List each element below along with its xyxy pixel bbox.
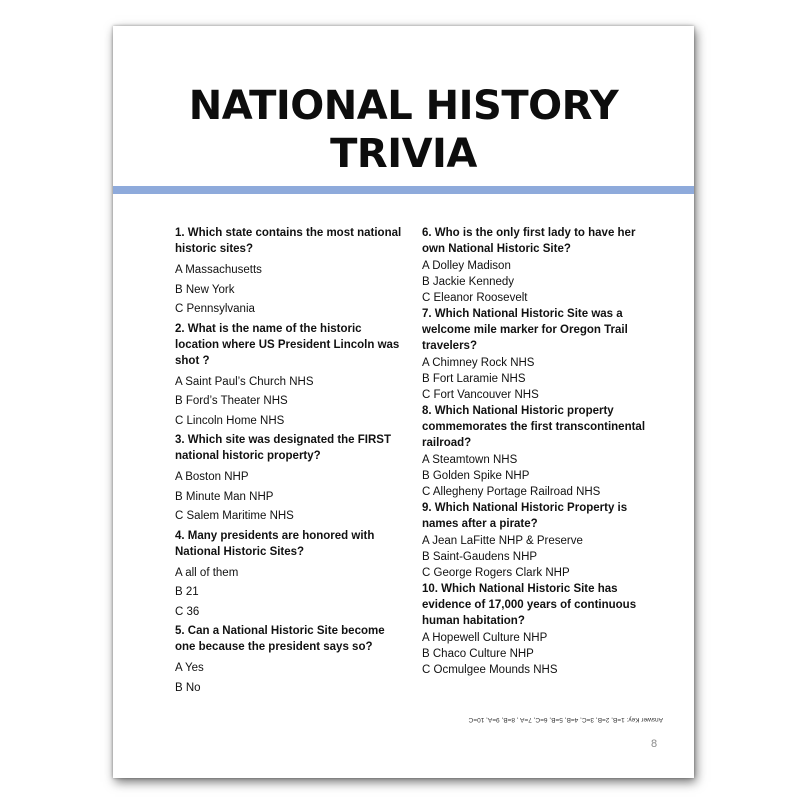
answer-option: B New York bbox=[175, 283, 235, 296]
answer-option: A Saint Paul’s Church NHS bbox=[175, 375, 314, 388]
page-number: 8 bbox=[651, 738, 658, 750]
question-text: 8. Which National Historic property commemorates the first transcontinental railroad? bbox=[422, 405, 646, 449]
answer-option: A all of them bbox=[175, 566, 239, 579]
answer-option: B 21 bbox=[175, 586, 199, 598]
answer-option: C George Rogers Clark NHP bbox=[422, 567, 570, 579]
answer-option: C Lincoln Home NHS bbox=[175, 414, 285, 427]
title-divider bbox=[113, 186, 694, 194]
answer-option: A Jean LaFitte NHP & Preserve bbox=[422, 535, 583, 547]
question-text: 10. Which National Historic Site has evidence of 17,000 years of continuous human habitation? bbox=[422, 583, 637, 627]
answer-option: C Pennsylvania bbox=[175, 303, 255, 315]
answer-option: B Fort Laramie NHS bbox=[422, 373, 526, 385]
question-text: 2. What is the name of the historic location where US President Lincoln was shot ? bbox=[175, 322, 400, 367]
answer-option: A Massachusetts bbox=[175, 264, 262, 276]
answer-option: C 36 bbox=[175, 605, 200, 618]
question-text: 1. Which state contains the most national historic sites? bbox=[175, 227, 402, 255]
answer-option: B Jackie Kennedy bbox=[422, 276, 515, 288]
answer-option: A Hopewell Culture NHP bbox=[422, 632, 548, 644]
title-line-2: TRIVIA bbox=[330, 131, 477, 177]
answer-option: A Boston NHP bbox=[175, 471, 249, 483]
answer-option: B No bbox=[175, 681, 201, 694]
question-text: 9. Which National Historic Property is names after a pirate? bbox=[422, 502, 628, 530]
answer-option: C Salem Maritime NHS bbox=[175, 510, 294, 522]
question-text: 4. Many presidents are honored with National Historic Sites? bbox=[175, 529, 375, 558]
answer-option: A Yes bbox=[175, 662, 204, 674]
answer-option: C Fort Vancouver NHS bbox=[422, 389, 539, 401]
question-text: 5. Can a National Historic Site become one because the president says so? bbox=[175, 625, 385, 653]
answer-option: B Golden Spike NHP bbox=[422, 470, 530, 482]
title-line-1: NATIONAL HISTORY bbox=[188, 83, 619, 129]
answer-option: C Eleanor Roosevelt bbox=[422, 292, 528, 304]
left-question-column bbox=[175, 225, 403, 699]
answer-option: C Allegheny Portage Railroad NHS bbox=[422, 486, 601, 498]
answer-key: Answer Key: 1=B, 2=B, 3=C, 4=B, 5=B, 6=C, 7=A , 8=B, 9=A, 10=C bbox=[468, 716, 663, 723]
worksheet-page bbox=[113, 26, 694, 778]
answer-option: B Ford’s Theater NHS bbox=[175, 395, 288, 407]
answer-option: A Chimney Rock NHS bbox=[422, 357, 535, 369]
question-text: 3. Which site was designated the FIRST national historic property? bbox=[175, 434, 391, 462]
answer-option: A Dolley Madison bbox=[422, 260, 511, 272]
answer-option: A Steamtown NHS bbox=[422, 454, 518, 466]
question-text: 6. Who is the only first lady to have her own National Historic Site? bbox=[422, 227, 636, 255]
answer-option: B Chaco Culture NHP bbox=[422, 648, 534, 660]
right-question-column bbox=[422, 225, 654, 678]
question-text: 7. Which National Historic Site was a welcome mile marker for Oregon Trail travelers? bbox=[422, 308, 628, 352]
answer-option: B Saint-Gaudens NHP bbox=[422, 551, 538, 563]
page-title bbox=[113, 82, 694, 178]
answer-option: B Minute Man NHP bbox=[175, 490, 274, 503]
answer-option: C Ocmulgee Mounds NHS bbox=[422, 664, 558, 676]
